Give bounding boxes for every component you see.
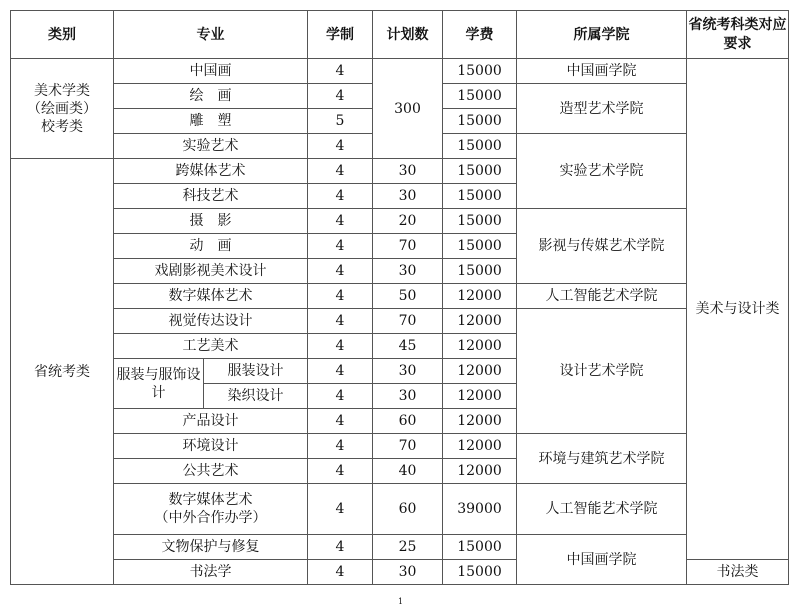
plan-cell: 30 — [373, 159, 443, 184]
requirement-cell: 书法类 — [687, 560, 789, 585]
major-line: （中外合作办学） — [154, 510, 267, 526]
college-cell: 实验艺术学院 — [517, 134, 687, 209]
enrollment-table — [10, 10, 789, 585]
major-cell: 服装设计 — [204, 359, 308, 384]
duration-cell: 4 — [308, 184, 373, 209]
fee-cell: 15000 — [443, 159, 517, 184]
duration-cell: 4 — [308, 84, 373, 109]
fee-cell: 39000 — [443, 484, 517, 535]
major-cell: 环境设计 — [114, 434, 308, 459]
plan-cell: 45 — [373, 334, 443, 359]
plan-cell: 60 — [373, 409, 443, 434]
header-major: 专业 — [114, 11, 308, 59]
duration-cell: 4 — [308, 359, 373, 384]
plan-cell: 30 — [373, 560, 443, 585]
fee-cell: 12000 — [443, 334, 517, 359]
duration-cell: 4 — [308, 459, 373, 484]
major-cell: 数字媒体艺术 — [114, 284, 308, 309]
college-cell: 影视与传媒艺术学院 — [517, 209, 687, 284]
plan-cell: 20 — [373, 209, 443, 234]
fee-cell: 15000 — [443, 234, 517, 259]
fee-cell: 15000 — [443, 59, 517, 84]
category-line: 美术学类 — [34, 82, 90, 99]
fee-cell: 15000 — [443, 560, 517, 585]
table-row — [11, 59, 789, 84]
major-cell: 实验艺术 — [114, 134, 308, 159]
major-cell — [114, 484, 308, 535]
college-cell: 造型艺术学院 — [517, 84, 687, 134]
duration-cell: 4 — [308, 159, 373, 184]
major-cell: 中国画 — [114, 59, 308, 84]
plan-cell: 30 — [373, 184, 443, 209]
major-cell: 摄 影 — [114, 209, 308, 234]
major-cell: 公共艺术 — [114, 459, 308, 484]
plan-cell: 30 — [373, 359, 443, 384]
header-plan: 计划数 — [373, 11, 443, 59]
major-cell: 雕 塑 — [114, 109, 308, 134]
plan-cell: 300 — [373, 59, 443, 159]
fee-cell: 15000 — [443, 184, 517, 209]
header-college: 所属学院 — [517, 11, 687, 59]
college-cell: 人工智能艺术学院 — [517, 284, 687, 309]
major-cell: 动 画 — [114, 234, 308, 259]
duration-cell: 4 — [308, 484, 373, 535]
duration-cell: 4 — [308, 535, 373, 560]
plan-cell: 60 — [373, 484, 443, 535]
fee-cell: 12000 — [443, 284, 517, 309]
category-provincial: 省统考类 — [11, 159, 114, 585]
duration-cell: 4 — [308, 134, 373, 159]
major-cell: 跨媒体艺术 — [114, 159, 308, 184]
college-cell: 中国画学院 — [517, 59, 687, 84]
major-group-cell: 服装与服饰设计 — [114, 359, 204, 409]
duration-cell: 4 — [308, 59, 373, 84]
fee-cell: 15000 — [443, 535, 517, 560]
category-line: （绘画类） — [27, 100, 97, 117]
fee-cell: 12000 — [443, 434, 517, 459]
header-fee: 学费 — [443, 11, 517, 59]
fee-cell: 12000 — [443, 309, 517, 334]
college-cell: 设计艺术学院 — [517, 309, 687, 434]
header-category: 类别 — [11, 11, 114, 59]
fee-cell: 15000 — [443, 259, 517, 284]
fee-cell: 15000 — [443, 209, 517, 234]
college-cell: 人工智能艺术学院 — [517, 484, 687, 535]
duration-cell: 4 — [308, 209, 373, 234]
major-cell: 戏剧影视美术设计 — [114, 259, 308, 284]
header-duration: 学制 — [308, 11, 373, 59]
table-row — [11, 484, 789, 535]
major-cell: 绘 画 — [114, 84, 308, 109]
duration-cell: 4 — [308, 259, 373, 284]
major-cell: 视觉传达设计 — [114, 309, 308, 334]
college-cell: 中国画学院 — [517, 535, 687, 585]
duration-cell: 4 — [308, 409, 373, 434]
major-line: 数字媒体艺术 — [168, 492, 253, 508]
fee-cell: 12000 — [443, 459, 517, 484]
duration-cell: 4 — [308, 284, 373, 309]
plan-cell: 70 — [373, 234, 443, 259]
major-cell: 产品设计 — [114, 409, 308, 434]
duration-cell: 4 — [308, 384, 373, 409]
fee-cell: 15000 — [443, 109, 517, 134]
table-row — [11, 535, 789, 560]
duration-cell: 5 — [308, 109, 373, 134]
category-school-exam — [11, 59, 114, 159]
table-row — [11, 309, 789, 334]
duration-cell: 4 — [308, 334, 373, 359]
plan-cell: 40 — [373, 459, 443, 484]
requirement-cell: 美术与设计类 — [687, 59, 789, 560]
plan-cell: 30 — [373, 384, 443, 409]
table-row — [11, 209, 789, 234]
plan-cell: 25 — [373, 535, 443, 560]
fee-cell: 15000 — [443, 134, 517, 159]
table-row — [11, 434, 789, 459]
fee-cell: 12000 — [443, 359, 517, 384]
fee-cell: 12000 — [443, 409, 517, 434]
plan-cell: 50 — [373, 284, 443, 309]
duration-cell: 4 — [308, 309, 373, 334]
fee-cell: 12000 — [443, 384, 517, 409]
plan-cell: 70 — [373, 309, 443, 334]
header-requirement: 省统考科类对应要求 — [687, 11, 789, 59]
header-row — [11, 11, 789, 59]
plan-cell: 70 — [373, 434, 443, 459]
category-line: 校考类 — [41, 118, 83, 135]
plan-cell: 30 — [373, 259, 443, 284]
major-cell: 文物保护与修复 — [114, 535, 308, 560]
college-cell: 环境与建筑艺术学院 — [517, 434, 687, 484]
fee-cell: 15000 — [443, 84, 517, 109]
major-cell: 书法学 — [114, 560, 308, 585]
page-marker: 1 — [398, 597, 404, 606]
duration-cell: 4 — [308, 560, 373, 585]
major-cell: 工艺美术 — [114, 334, 308, 359]
duration-cell: 4 — [308, 234, 373, 259]
duration-cell: 4 — [308, 434, 373, 459]
table-row — [11, 284, 789, 309]
major-cell: 科技艺术 — [114, 184, 308, 209]
major-cell: 染织设计 — [204, 384, 308, 409]
